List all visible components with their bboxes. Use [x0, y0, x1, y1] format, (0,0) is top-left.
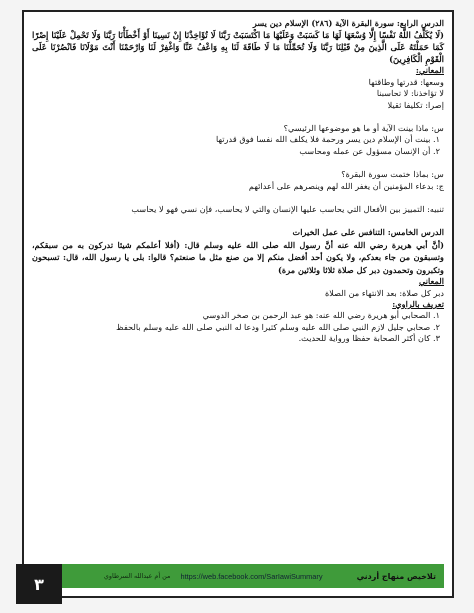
footer-link[interactable]: https://web.facebook.com/SarIawiSummary — [180, 571, 323, 581]
lesson4-meanings-title: المعاني: — [415, 65, 444, 76]
lesson5-meanings-title: المعاني — [418, 276, 444, 287]
footer-bar — [32, 564, 444, 588]
answer-1-item: ٢. أن الإنسان مسؤول عن عمله ومحاسب — [299, 145, 440, 156]
narrator-item: ٢. صحابي جليل لازم النبي صلى الله عليه وسلم كثيرا ودعا له النبي صلى الله عليه وسلم بالحفظ — [116, 321, 440, 332]
meaning-item: لا تؤاخذنا: لا تحاسبنا — [376, 88, 444, 99]
narrator-title: تعريف بالراوي: — [392, 298, 444, 309]
lesson5-meaning: دبر كل صلاة: بعد الانتهاء من الصلاة — [324, 287, 444, 298]
narrator-item: ١. الصحابي أبو هريرة رضي الله عنه: هو عبد الرحمن بن صخر الدوسي — [202, 310, 440, 321]
lesson5-hadith: (أنَّ أبي هريرة رضي الله عنه أنَّ رسول الله صلى الله عليه وسلم قال: (أفلا أعلمكم شيئا تدركون به من سبقكم، وتسبقون من جاء بعدكم، ولا يكون أحد أفضل منكم إلا من صنع مثل ما صنعتم؟ قالوا: بلى يا رسول الله، قال: تسبحون وتكبرون وتحمدون دبر كل صلاة ثلاثا وثلاثين مرة) — [32, 239, 444, 275]
question-1: س: ماذا بينت الآية أو ما هو موضوعها الرئيسي؟ — [283, 123, 444, 134]
meaning-item: إصرا: تكليفا ثقيلا — [387, 99, 444, 110]
footer-author: من أم عبدالله السرطاوي — [103, 572, 171, 580]
lesson4-title: الدرس الرابع: سورة البقرة الآية (٢٨٦) الإسلام دين يسر — [252, 18, 444, 28]
answer-2: ج: بدعاء المؤمنين أن يغفر الله لهم وينصرهم على أعدائهم — [248, 180, 444, 191]
lesson4-verse: (لَا يُكَلِّفُ اللَّهُ نَفْسًا إِلَّا وُسْعَهَا لَهَا مَا كَسَبَتْ وَعَلَيْهَا مَا اكْتَسَبَتْ رَبَّنَا لَا تُؤَاخِذْنَا إِنْ نَسِينَا أَوْ أَخْطَأْنَا رَبَّنَا وَلَا تَحْمِلْ عَلَيْنَا إِصْرًا كَمَا حَمَلْتَهُ عَلَى الَّذِينَ مِنْ قَبْلِنَا رَبَّنَا وَلَا تُحَمِّلْنَا مَا لَا طَاقَةَ لَنَا بِهِ وَاعْفُ عَنَّا وَاغْفِرْ لَنَا وَارْحَمْنَا أَنْتَ مَوْلَانَا فَانْصُرْنَا عَلَى الْقَوْمِ الْكَافِرِينَ) — [32, 30, 444, 65]
footer-title: تلاخيص منهاج أردني — [356, 571, 436, 581]
narrator-item: ٣. كان أكثر الصحابة حفظا ورواية للحديث. — [298, 333, 440, 344]
note: تنبيه: التمييز بين الأفعال التي يحاسب عليها الإنسان والتي لا يحاسب، فإن نسي فهو لا يحاسب — [131, 204, 444, 215]
lesson5-title: الدرس الخامس: التنافس على عمل الخيرات — [292, 227, 444, 238]
page-number: ٣ — [16, 564, 62, 604]
page-content — [32, 18, 444, 550]
meaning-item: وسعها: قدرتها وطاقتها — [368, 76, 444, 87]
document-page — [22, 10, 454, 598]
answer-1-item: ١. بينت أن الإسلام دين يسر ورحمة فلا يكلف الله نفسا فوق قدرتها — [216, 134, 440, 145]
question-2: س: بماذا ختمت سورة البقرة؟ — [341, 169, 444, 180]
